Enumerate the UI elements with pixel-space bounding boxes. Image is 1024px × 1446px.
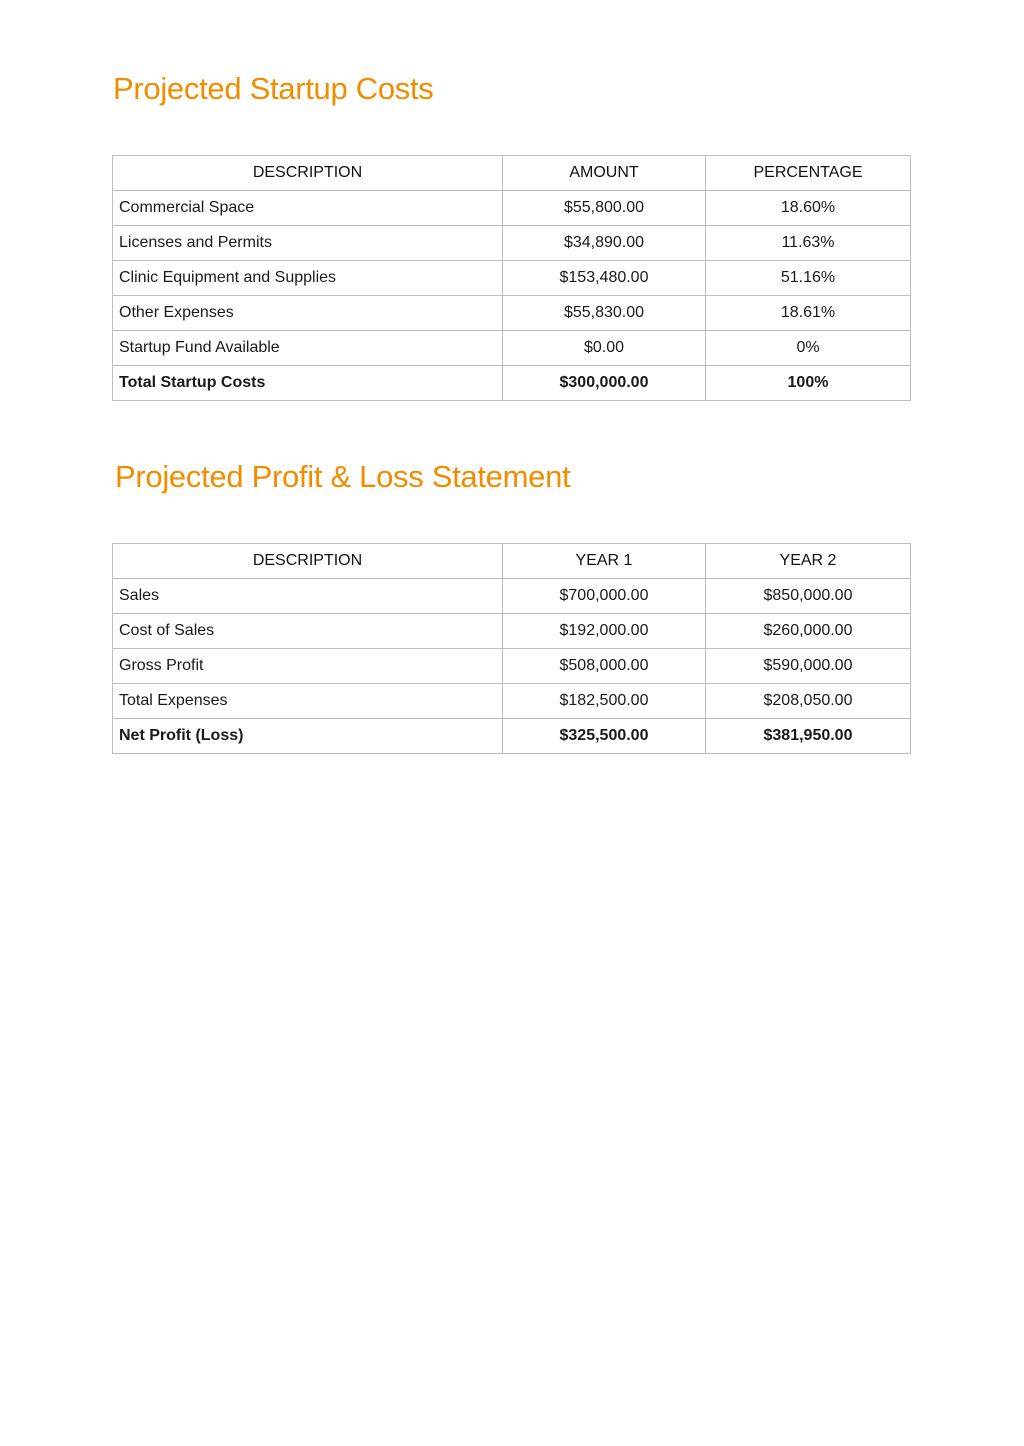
row-description: Total Expenses bbox=[113, 684, 503, 719]
total-description: Net Profit (Loss) bbox=[113, 719, 503, 754]
row-description: Clinic Equipment and Supplies bbox=[113, 261, 503, 296]
row-amount: $153,480.00 bbox=[503, 261, 706, 296]
total-year-2: $381,950.00 bbox=[706, 719, 911, 754]
total-amount: $300,000.00 bbox=[503, 366, 706, 401]
row-description: Other Expenses bbox=[113, 296, 503, 331]
table-row bbox=[113, 614, 911, 649]
row-description: Gross Profit bbox=[113, 649, 503, 684]
row-year-2: $260,000.00 bbox=[706, 614, 911, 649]
row-description: Sales bbox=[113, 579, 503, 614]
column-header-percentage: PERCENTAGE bbox=[706, 156, 911, 191]
row-year-2: $590,000.00 bbox=[706, 649, 911, 684]
row-amount: $0.00 bbox=[503, 331, 706, 366]
total-row bbox=[113, 719, 911, 754]
table-row bbox=[113, 649, 911, 684]
table-row bbox=[113, 191, 911, 226]
row-year-1: $182,500.00 bbox=[503, 684, 706, 719]
table-row bbox=[113, 684, 911, 719]
row-percentage: 51.16% bbox=[706, 261, 911, 296]
column-header-amount: AMOUNT bbox=[503, 156, 706, 191]
row-amount: $55,800.00 bbox=[503, 191, 706, 226]
row-description: Startup Fund Available bbox=[113, 331, 503, 366]
row-amount: $55,830.00 bbox=[503, 296, 706, 331]
row-year-1: $508,000.00 bbox=[503, 649, 706, 684]
row-description: Commercial Space bbox=[113, 191, 503, 226]
total-row bbox=[113, 366, 911, 401]
startup-costs-title: Projected Startup Costs bbox=[113, 71, 434, 106]
profit-loss-table bbox=[112, 543, 911, 754]
row-percentage: 18.61% bbox=[706, 296, 911, 331]
table-row bbox=[113, 579, 911, 614]
row-description: Licenses and Permits bbox=[113, 226, 503, 261]
table-row bbox=[113, 261, 911, 296]
total-description: Total Startup Costs bbox=[113, 366, 503, 401]
table-header-row bbox=[113, 156, 911, 191]
row-amount: $34,890.00 bbox=[503, 226, 706, 261]
row-percentage: 11.63% bbox=[706, 226, 911, 261]
table-row bbox=[113, 296, 911, 331]
startup-costs-table bbox=[112, 155, 911, 401]
row-year-2: $208,050.00 bbox=[706, 684, 911, 719]
column-header-description: DESCRIPTION bbox=[113, 544, 503, 579]
table-header-row bbox=[113, 544, 911, 579]
row-percentage: 18.60% bbox=[706, 191, 911, 226]
column-header-description: DESCRIPTION bbox=[113, 156, 503, 191]
row-year-1: $192,000.00 bbox=[503, 614, 706, 649]
row-description: Cost of Sales bbox=[113, 614, 503, 649]
column-header-year-2: YEAR 2 bbox=[706, 544, 911, 579]
profit-loss-title: Projected Profit & Loss Statement bbox=[115, 459, 571, 494]
row-percentage: 0% bbox=[706, 331, 911, 366]
table-row bbox=[113, 331, 911, 366]
total-year-1: $325,500.00 bbox=[503, 719, 706, 754]
table-row bbox=[113, 226, 911, 261]
row-year-1: $700,000.00 bbox=[503, 579, 706, 614]
row-year-2: $850,000.00 bbox=[706, 579, 911, 614]
total-percentage: 100% bbox=[706, 366, 911, 401]
column-header-year-1: YEAR 1 bbox=[503, 544, 706, 579]
